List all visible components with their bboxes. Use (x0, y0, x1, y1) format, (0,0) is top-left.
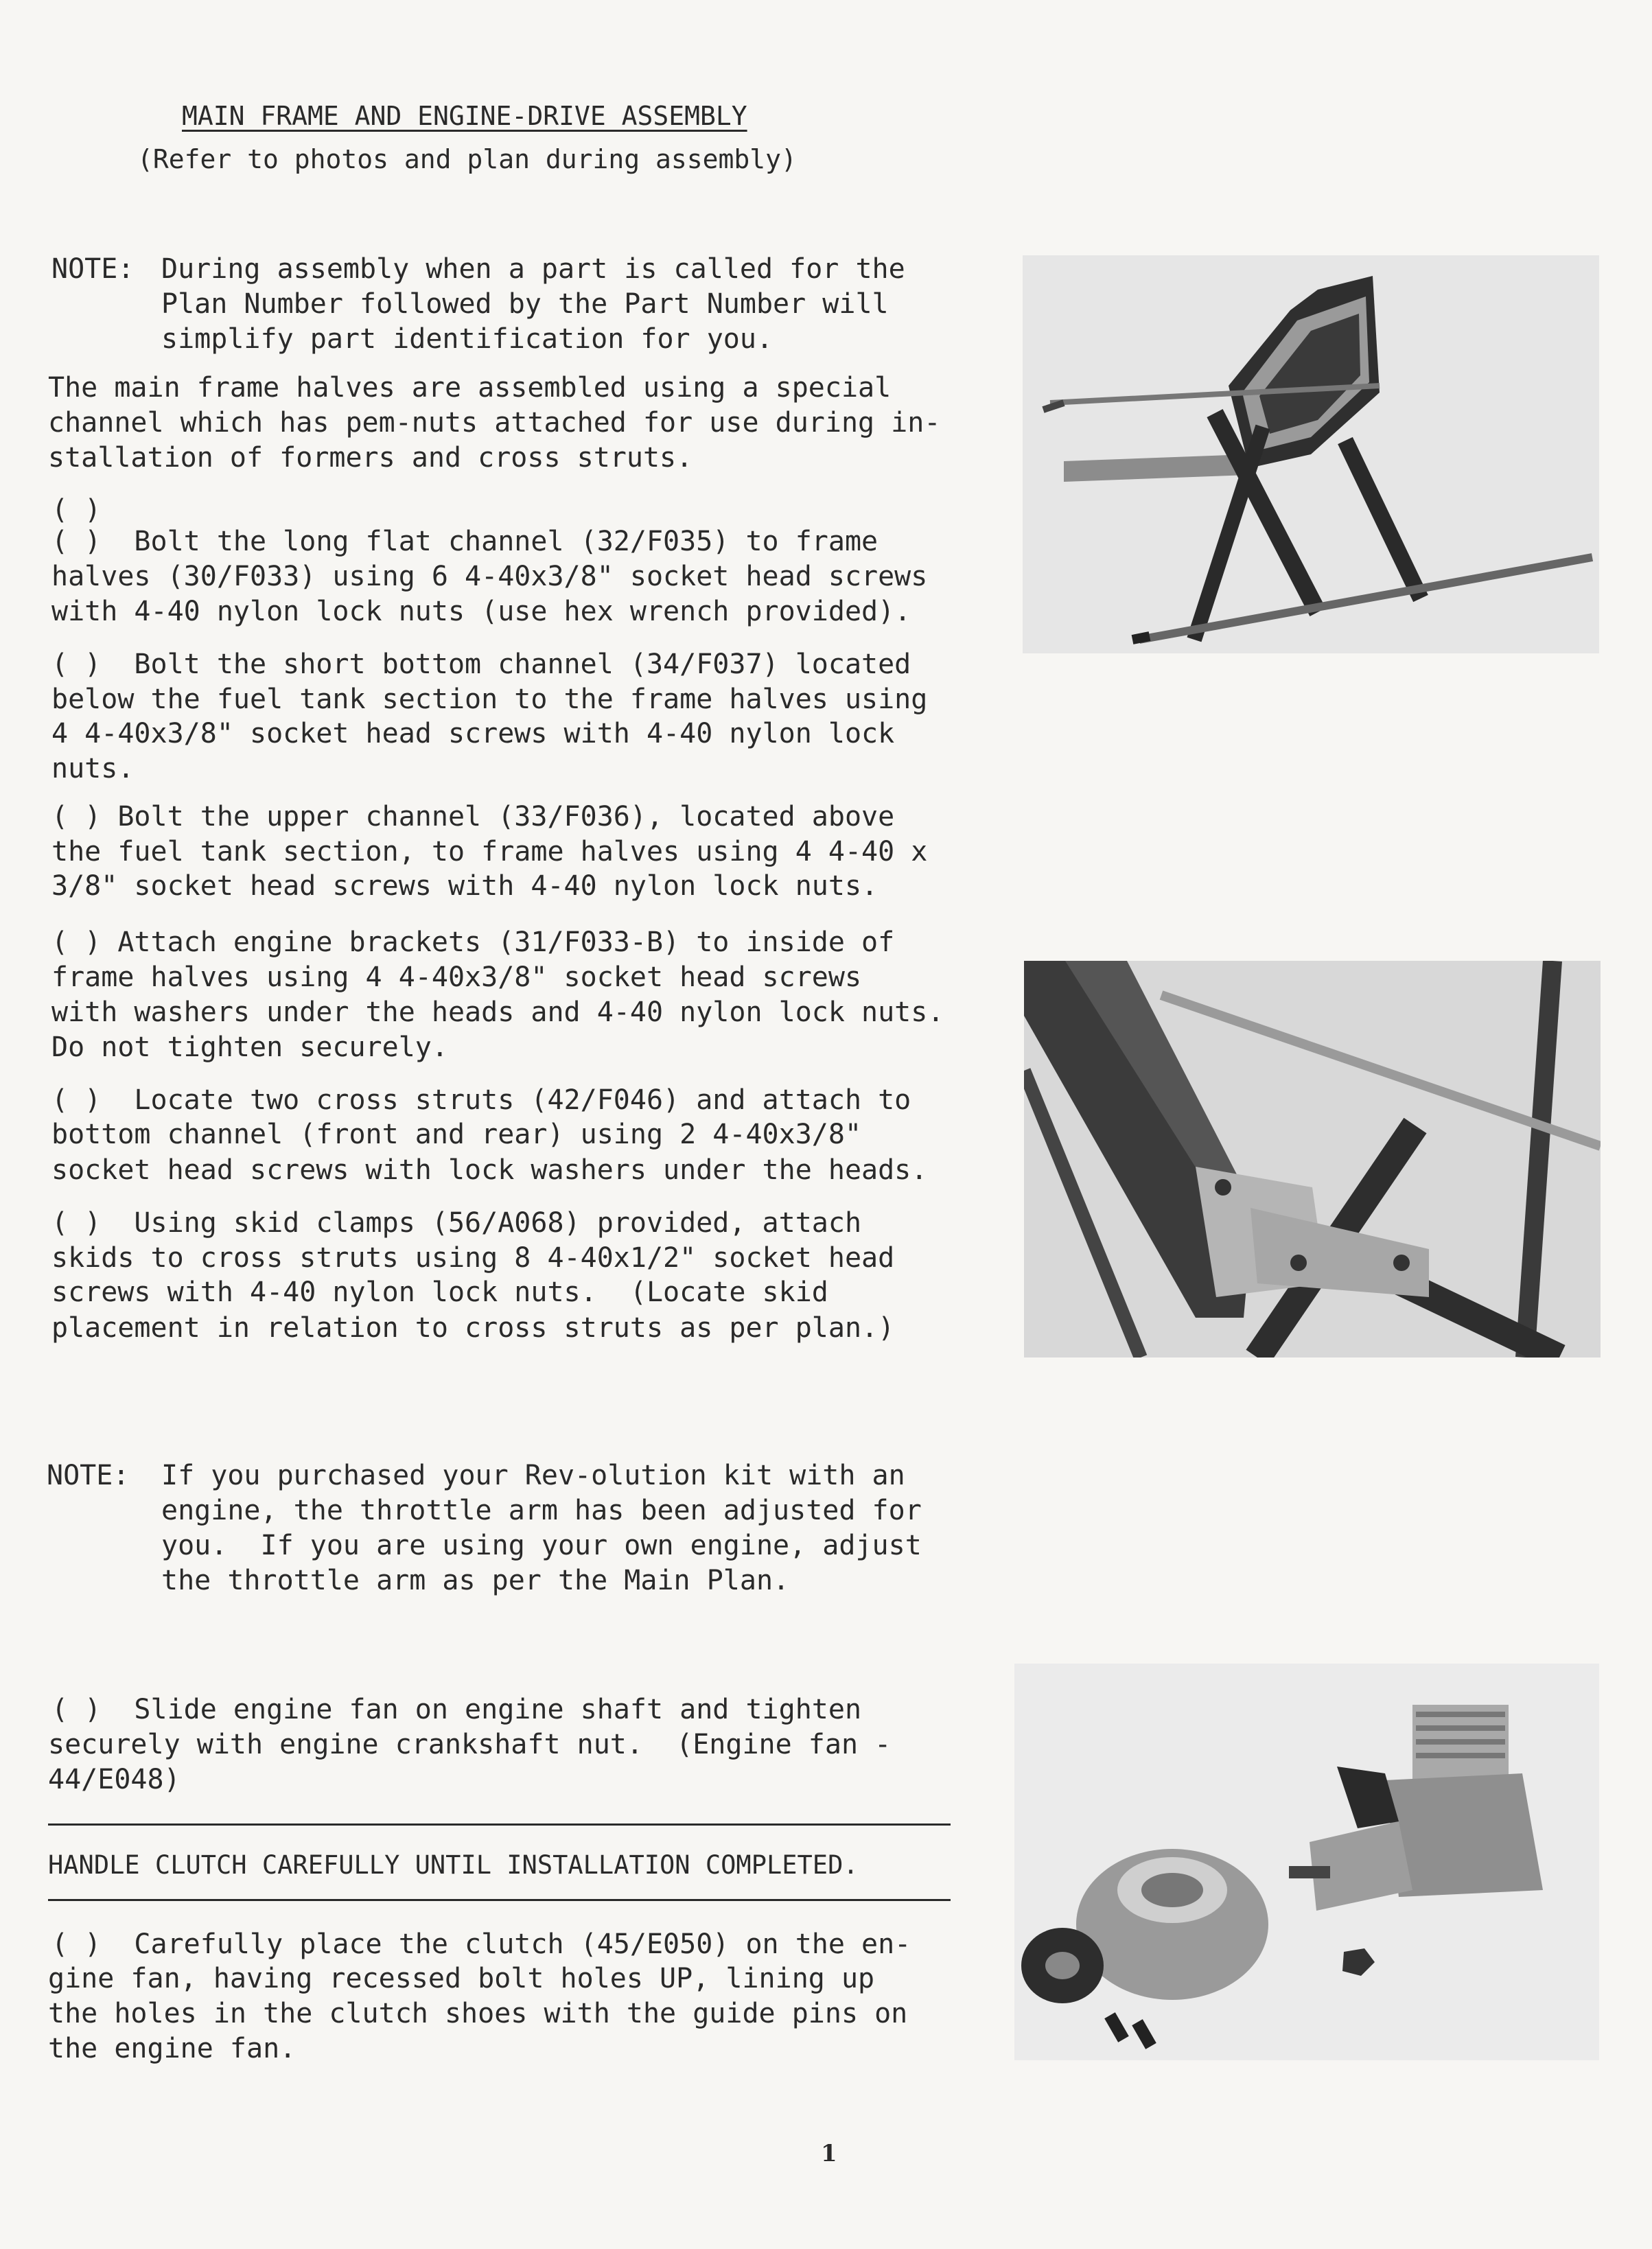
step-line: the holes in the clutch shoes with the guide pins on (48, 1998, 908, 2029)
frame-assembly-photo (1023, 255, 1599, 653)
warning-text: HANDLE CLUTCH CAREFULLY UNTIL INSTALLATION COMPLETED. (48, 1850, 859, 1880)
engine-fan-clutch-photo (1014, 1664, 1599, 2060)
page-subtitle: (Refer to photos and plan during assembly) (137, 144, 797, 174)
engine-bracket-photo (1024, 961, 1601, 1357)
step-line: ( ) Bolt the short bottom channel (34/F037) located (51, 649, 911, 680)
note-line: Plan Number followed by the Part Number will (161, 288, 889, 320)
step-line: ( ) Using skid clamps (56/A068) provided, attach (51, 1207, 862, 1239)
step-line: ( ) Bolt the long flat channel (32/F035) to frame (51, 526, 879, 557)
step-line: nuts. (51, 753, 135, 784)
intro-line: channel which has pem-nuts attached for use during in- (48, 407, 941, 439)
note-label: NOTE: (47, 1460, 130, 1491)
step-line: screws with 4-40 nylon lock nuts. (Locate skid (51, 1277, 828, 1308)
step-line: frame halves using 4 4-40x3/8" socket head screws (51, 962, 862, 993)
note-line: During assembly when a part is called for the (161, 253, 905, 285)
step-line: 3/8" socket head screws with 4-40 nylon lock nuts. (51, 870, 879, 902)
note-line: simplify part identification for you. (161, 323, 773, 355)
note-line: the throttle arm as per the Main Plan. (161, 1565, 790, 1596)
step-line: ( ) Locate two cross struts (42/F046) and attach to (51, 1084, 911, 1116)
page-number: 1 (821, 2140, 837, 2167)
step-line: 4 4-40x3/8" socket head screws with 4-40 nylon lock (51, 718, 895, 749)
step-line: placement in relation to cross struts as per plan.) (51, 1312, 895, 1344)
step-line: ( ) Slide engine fan on engine shaft and tighten (51, 1694, 862, 1725)
intro-line: The main frame halves are assembled using a special (48, 372, 892, 404)
empty-checkbox[interactable]: ( ) (51, 494, 102, 526)
step-line: ( ) Attach engine brackets (31/F033-B) to inside of (51, 927, 895, 958)
note-label: NOTE: (51, 253, 135, 285)
step-line: ( ) Carefully place the clutch (45/E050) on the en- (51, 1928, 911, 1960)
step-line: ( ) Bolt the upper channel (33/F036), located above (51, 801, 895, 832)
step-line: bottom channel (front and rear) using 2 4-40x3/8" (51, 1119, 862, 1150)
page-title: MAIN FRAME AND ENGINE-DRIVE ASSEMBLY (182, 101, 747, 131)
step-line: gine fan, having recessed bolt holes UP, lining up (48, 1963, 875, 1994)
warning-rule-top (48, 1823, 951, 1826)
step-line: with 4-40 nylon lock nuts (use hex wrench provided). (51, 596, 911, 627)
note-line: engine, the throttle arm has been adjusted for (161, 1495, 922, 1526)
step-line: the engine fan. (48, 2033, 296, 2064)
note-line: If you purchased your Rev-olution kit with an (161, 1460, 905, 1491)
step-line: halves (30/F033) using 6 4-40x3/8" socket head screws (51, 561, 928, 592)
step-line: below the fuel tank section to the frame halves using (51, 684, 928, 715)
step-line: 44/E048) (48, 1764, 181, 1795)
warning-rule-bottom (48, 1899, 951, 1901)
step-line: skids to cross struts using 8 4-40x1/2" socket head (51, 1242, 895, 1274)
intro-line: stallation of formers and cross struts. (48, 442, 693, 474)
step-line: the fuel tank section, to frame halves using 4 4-40 x (51, 836, 928, 867)
step-line: securely with engine crankshaft nut. (Engine fan - (48, 1729, 892, 1760)
step-line: with washers under the heads and 4-40 nylon lock nuts. (51, 997, 944, 1028)
note-line: you. If you are using your own engine, adjust (161, 1530, 922, 1561)
step-line: socket head screws with lock washers under the heads. (51, 1154, 928, 1186)
step-line: Do not tighten securely. (51, 1032, 448, 1063)
